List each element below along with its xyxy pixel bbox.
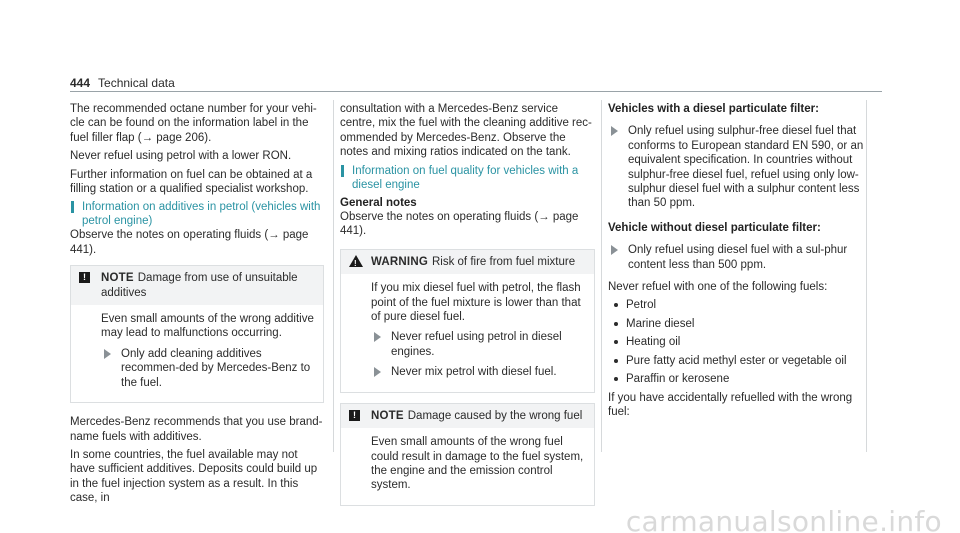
dpf-heading: Vehicles with a diesel particulate filter: <box>608 103 819 115</box>
note-label: NOTE <box>101 272 134 285</box>
dpf-step-text: Only refuel using sulphur-free diesel fuel that conforms to European standard EN 590, or an equivalent specification. In countries without sulphur-free diesel fuel, refuel using only low-sulphur diesel fuel with a sulphur content less than 50 ppm. <box>628 125 864 210</box>
column-3 <box>608 102 866 423</box>
note-box <box>70 265 324 403</box>
warning-label: WARNING <box>371 255 428 268</box>
list-item <box>608 372 866 386</box>
note-box <box>340 403 595 506</box>
note-title: Damage from use of unsuitable additives <box>101 272 298 299</box>
list-item-text: Petrol <box>626 299 657 312</box>
bullet-icon <box>614 303 618 307</box>
warning-text: If you mix diesel fuel with petrol, the flash point of the fuel mixture is lower than that of pure diesel fuel. <box>371 282 581 324</box>
arrow-right-icon <box>611 245 618 255</box>
countries-paragraph: In some countries, the fuel available may not have sufficient additives. Deposits could build up in the fuel injection system as a result. In this case, in <box>70 448 318 505</box>
list-item-text: Paraffin or kerosene <box>626 373 730 386</box>
page-number: 444 <box>70 76 91 90</box>
additives-heading <box>70 200 324 228</box>
diesel-heading <box>340 164 595 192</box>
general-notes-heading: General notes <box>340 196 417 209</box>
list-item-text: Heating oil <box>626 336 681 349</box>
heading-bar <box>341 165 344 177</box>
list-item <box>608 317 866 331</box>
arrow-right-icon <box>611 126 618 136</box>
note-label: NOTE <box>371 409 404 422</box>
note-text: Even small amounts of the wrong fuel could result in damage to the fuel system, the engine and the emission control system. <box>371 436 584 492</box>
watermark: carmanualsonline.info <box>625 504 942 533</box>
column-divider <box>333 100 334 452</box>
further-paragraph: Further information on fuel can be obtained at a filling station or a qualified specialist workshop. <box>70 168 313 196</box>
additives-heading-text: Information on additives in petrol (vehicles with petrol engine) <box>82 201 321 228</box>
warning-step <box>371 330 586 359</box>
list-item <box>608 335 866 349</box>
note-text: Even small amounts of the wrong additive may lead to malfunctions occurring. <box>101 313 314 340</box>
never-paragraph: Never refuel using petrol with a lower RON. <box>70 150 292 163</box>
dpf-step <box>608 124 866 210</box>
note-body <box>71 305 323 402</box>
exclamation-icon: ! <box>79 272 90 283</box>
bullet-icon <box>614 377 618 381</box>
note-body <box>341 428 594 505</box>
list-item <box>608 298 866 312</box>
arrow-right-icon <box>374 332 381 342</box>
arrow-right-icon <box>374 367 381 377</box>
list-item <box>608 354 866 368</box>
page-header <box>70 76 175 90</box>
column-divider <box>601 100 602 452</box>
column-divider <box>866 100 867 452</box>
bullet-icon <box>614 359 618 363</box>
arrow-right-icon <box>104 349 111 359</box>
no-dpf-heading: Vehicle without diesel particulate filter: <box>608 221 821 234</box>
warning-step <box>371 365 586 379</box>
no-dpf-step <box>608 243 866 272</box>
warning-title: Risk of fire from fuel mixture <box>431 255 576 268</box>
intro-paragraph: The recommended octane number for your vehi-cle can be found on the information label in the fuel filler flap (→ page 206). <box>70 103 317 144</box>
warning-header <box>341 250 594 274</box>
header-rule <box>70 91 882 92</box>
accident-paragraph: If you have accidentally refuelled with the wrong fuel: <box>608 391 853 418</box>
consult-paragraph: consultation with a Mercedes-Benz service centre, mix the fuel with the cleaning additive rec-ommended by Mercedes-Benz. Observe the notes and mixing ratios indicated on the tank. <box>340 103 592 159</box>
section-title: Technical data <box>98 76 175 90</box>
list-item-text: Pure fatty acid methyl ester or vegetable oil <box>626 354 847 367</box>
observe-paragraph: Observe the notes on operating fluids (→ page 441). <box>340 211 579 238</box>
bullet-icon <box>614 340 618 344</box>
exclamation-icon: ! <box>349 410 360 421</box>
note-header <box>71 266 323 305</box>
bullet-icon <box>614 322 618 326</box>
heading-bar <box>71 201 74 213</box>
no-dpf-step-text: Only refuel using diesel fuel with a sul-phur content less than 500 ppm. <box>628 244 848 271</box>
note-step-text: Only add cleaning additives recommen-ded by Mercedes-Benz to the fuel. <box>121 347 311 389</box>
fuel-list <box>608 298 866 386</box>
list-item-text: Marine diesel <box>626 317 695 330</box>
warning-step-text: Never refuel using petrol in diesel engines. <box>391 331 562 358</box>
brand-paragraph: Mercedes-Benz recommends that you use brand-name fuels with additives. <box>70 416 323 443</box>
never-following-paragraph: Never refuel with one of the following fuels: <box>608 281 828 294</box>
warning-body <box>341 274 594 391</box>
note-step <box>101 347 315 390</box>
note-header <box>341 404 594 428</box>
observe-paragraph: Observe the notes on operating fluids (→ page 441). <box>70 229 309 256</box>
warning-box <box>340 249 595 393</box>
column-2 <box>340 102 595 506</box>
column-1 <box>70 102 324 510</box>
warning-step-text: Never mix petrol with diesel fuel. <box>391 366 557 379</box>
diesel-heading-text: Information on fuel quality for vehicles with a diesel engine <box>352 164 579 191</box>
warning-triangle-icon: ! <box>349 255 363 267</box>
note-title: Damage caused by the wrong fuel <box>407 409 583 422</box>
